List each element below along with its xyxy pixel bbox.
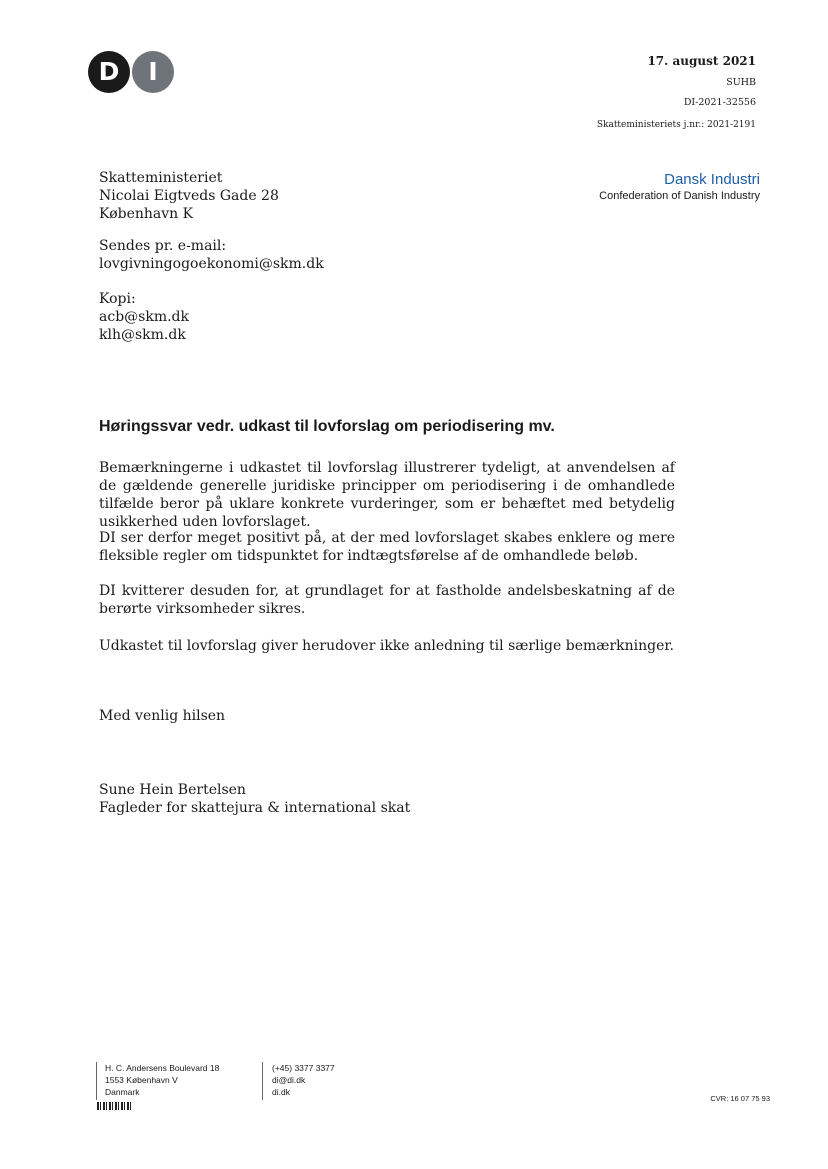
- brand-name: Dansk Industri: [664, 171, 760, 188]
- footer-address: [96, 1062, 219, 1100]
- copy-email: klh@skm.dk: [99, 327, 186, 343]
- recipient-address: [99, 169, 279, 223]
- body-paragraph: DI kvitterer desuden for, at grundlaget for at fastholde andelsbeskatning af de berørte virksomheder sikres.: [99, 583, 675, 617]
- closing-salutation: Med venlig hilsen: [99, 708, 226, 724]
- recipient-line: Nicolai Eigtveds Gade 28: [99, 188, 279, 204]
- body-paragraph: Udkastet til lovforslag giver herudover ikke anledning til særlige bemærkninger.: [99, 638, 674, 654]
- logo-letter-d: D: [88, 51, 130, 93]
- footer-address-line: 1553 København V: [105, 1075, 178, 1085]
- send-email: lovgivningogoekonomi@skm.dk: [99, 256, 324, 272]
- signer-name: Sune Hein Bertelsen: [99, 782, 246, 798]
- footer-phone: (+45) 3377 3377: [272, 1063, 335, 1073]
- brand-subtitle: Confederation of Danish Industry: [599, 190, 760, 202]
- footer-website: di.dk: [272, 1087, 290, 1097]
- barcode-icon: [97, 1102, 133, 1110]
- ministry-reference: Skatteministeriets j.nr.: 2021-2191: [596, 120, 756, 130]
- copy-email: acb@skm.dk: [99, 309, 189, 325]
- send-label: Sendes pr. e-mail:: [99, 238, 227, 254]
- footer-email: di@di.dk: [272, 1075, 306, 1085]
- footer-contact: [262, 1062, 335, 1100]
- letter-date: 17. august 2021: [647, 54, 756, 68]
- logo-letter-i: I: [132, 51, 174, 93]
- copy-label: Kopi:: [99, 291, 136, 307]
- recipient-line: Skatteministeriet: [99, 170, 223, 186]
- signature-block: [99, 781, 410, 817]
- body-paragraph: Bemærkningerne i udkastet til lovforslag illustrerer tydeligt, at anvendelsen af de gældende generelle juridiske principper om periodisering i de omhandlede tilfælde beror på uklare konkrete vurderinger, som er behæftet med betydelig usikkerhed uden lovforslaget.: [99, 460, 675, 530]
- author-initials: SUHB: [726, 77, 756, 88]
- copy-recipients: [99, 290, 189, 344]
- footer-address-line: H. C. Andersens Boulevard 18: [105, 1063, 220, 1073]
- di-logo: [88, 51, 174, 93]
- body-paragraph: DI ser derfor meget positivt på, at der med lovforslaget skabes enklere og mere fleksible regler om tidspunktet for indtægtsførelse af de omhandlede beløb.: [99, 530, 675, 564]
- signer-title: Fagleder for skattejura & international skat: [99, 800, 411, 816]
- cvr-number: CVR: 16 07 75 93: [710, 1094, 770, 1103]
- letter-subject: Høringssvar vedr. udkast til lovforslag om periodisering mv.: [99, 418, 555, 435]
- footer-address-line: Danmark: [105, 1087, 140, 1097]
- recipient-line: København K: [99, 206, 194, 222]
- reference-number: DI-2021-32556: [683, 97, 756, 108]
- brand-block: [599, 171, 760, 203]
- send-by-email: [99, 237, 324, 273]
